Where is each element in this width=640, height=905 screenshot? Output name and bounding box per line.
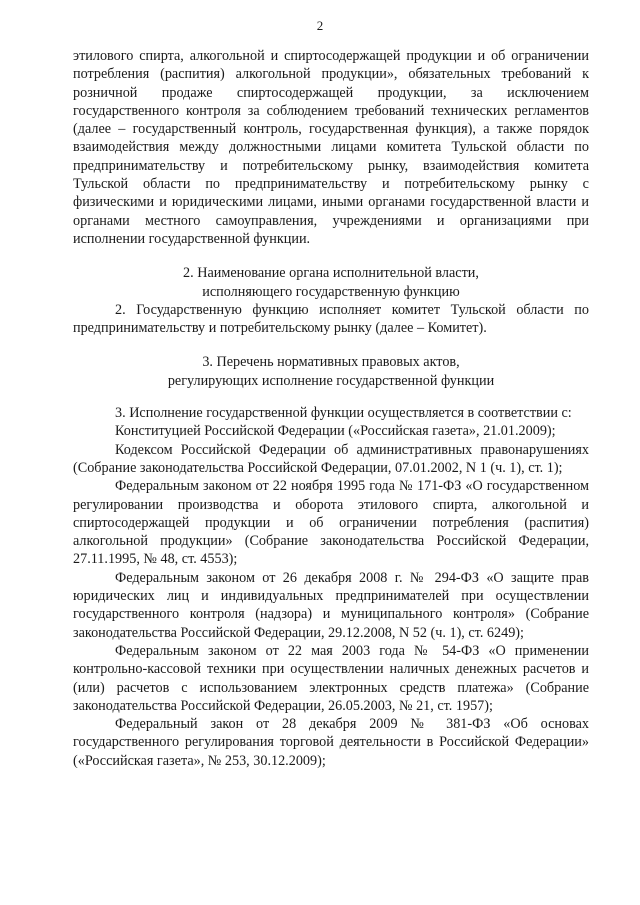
section-2-heading [73,264,589,301]
legal-act-item: Федеральным законом от 26 декабря 2008 г. № 294-ФЗ «О защите прав юридических лиц и индивидуальных предпринимателей при осуществлении государственного контроля (надзора) и муниципального контроля» (Собрание законодательства Российской Федерации, 29.12.2008, N 52 (ч. 1), ст. 6249); [73,569,589,641]
legal-act-item: Конституцией Российской Федерации («Российская газета», 21.01.2009); [115,423,556,440]
section-3-intro: 3. Исполнение государственной функции осуществляется в соответствии с: [115,405,572,422]
section-2-heading-line-2: исполняющего государственную функцию [202,283,460,300]
section-2-heading-line-1: 2. Наименование органа исполнительной власти, [183,265,479,282]
section-2-paragraph: 2. Государственную функцию исполняет комитет Тульской области по предпринимательству и потребительскому рынку (далее – Комитет). [73,301,589,337]
section-3-heading-line-2: регулирующих исполнение государственной функции [167,372,495,389]
intro-paragraph: этилового спирта, алкогольной и спиртосодержащей продукции и об ограничении потребления (распития) алкогольной продукции», обязательных требований к розничной продаже спиртосодержащей продукции, за исключением государственного контроля за соблюдением требований технических регламентов (далее – государственный контроль, государственная функция), а также порядок взаимодействия между должностными лицами комитета Тульской области по предпринимательству и потребительскому рынку, взаимодействия комитета Тульской области по предпринимательству и потребительскому рынку с физическими и юридическими лицами, иными органами государственной власти и органами местного самоуправления, учреждениями и организациями при исполнении государственной функции. [73,48,589,247]
document-body [73,47,589,770]
section-3-heading-line-1: 3. Перечень нормативных правовых актов, [202,354,460,371]
section-3-heading [73,353,589,390]
legal-act-item: Федеральный закон от 28 декабря 2009 № 381-ФЗ «Об основах государственного регулирования торговой деятельности в Российской Федерации» («Российская газета», № 253, 30.12.2009); [73,716,589,769]
legal-act-item: Федеральным законом от 22 ноября 1995 года № 171-ФЗ «О государственном регулировании производства и оборота этилового спирта, алкогольной и спиртосодержащей продукции и об ограничении потребления (распития) алкогольной продукции» (Собрание законодательства Российской Федерации, 27.11.1995, № 48, ст. 4553); [73,478,589,568]
legal-act-item: Кодексом Российской Федерации об административных правонарушениях (Собрание законодательства Российской Федерации, 07.01.2002, N 1 (ч. 1), ст. 1); [73,441,589,476]
page-number: 2 [316,18,324,33]
legal-act-item: Федеральным законом от 22 мая 2003 года № 54-ФЗ «О применении контрольно-кассовой техники при осуществлении наличных денежных расчетов и (или) расчетов с использованием электронных средств платежа» (Собрание законодательства Российской Федерации, 26.05.2003, № 21, ст. 1957); [73,642,589,714]
